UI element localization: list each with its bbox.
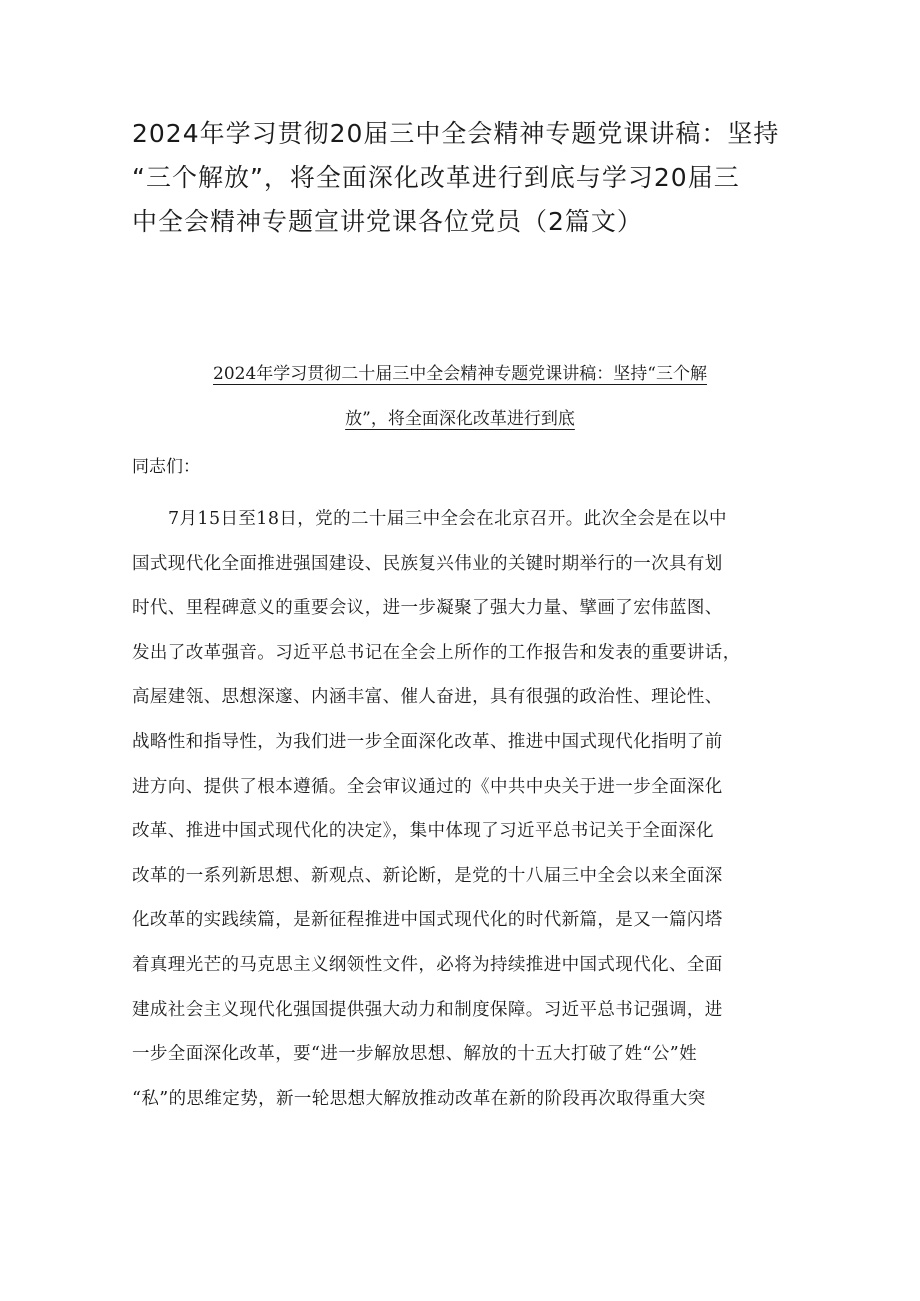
body-line: 高屋建瓴、思想深邃、内涵丰富、催人奋进，具有很强的政治性、理论性、 bbox=[132, 687, 723, 708]
body-line: 化改革的实践续篇，是新征程推进中国式现代化的时代新篇，是又一篇闪塔 bbox=[132, 910, 723, 931]
body-line: 建成社会主义现代化强国提供强大动力和制度保障。习近平总书记强调，进 bbox=[132, 999, 723, 1020]
body-line: 时代、里程碑意义的重要会议，进一步凝聚了强大力量、擘画了宏伟蓝图、 bbox=[132, 598, 723, 619]
body-line: 战略性和指导性，为我们进一步全面深化改革、推进中国式现代化指明了前 bbox=[132, 731, 723, 752]
main-title-line: 中全会精神专题宣讲党课各位党员（2篇文） bbox=[132, 207, 643, 236]
body-line: 一步全面深化改革，要“进一步解放思想、解放的十五大打破了姓“公”姓 bbox=[132, 1044, 698, 1065]
body-line: 进方向、提供了根本遵循。全会审议通过的《中共中央关于进一步全面深化 bbox=[132, 776, 723, 797]
body-line: 发出了改革强音。习近平总书记在全会上所作的工作报告和发表的重要讲话， bbox=[132, 642, 741, 663]
body-line: 着真理光芒的马克思主义纲领性文件，必将为持续推进中国式现代化、全面 bbox=[132, 954, 723, 975]
main-title-line: 2024年学习贯彻20届三中全会精神专题党课讲稿：坚持 bbox=[132, 119, 780, 148]
body-line: 国式现代化全面推进强国建设、民族复兴伟业的关键时期举行的一次具有划 bbox=[132, 553, 723, 574]
body-line: “私”的思维定势，新一轮思想大解放推动改革在新的阶段再次取得重大突 bbox=[132, 1088, 706, 1109]
section-title bbox=[130, 352, 790, 442]
salutation: 同志们： bbox=[132, 457, 200, 477]
section-title-line: 放”，将全面深化改革进行到底 bbox=[345, 409, 575, 429]
body-line: 改革的一系列新思想、新观点、新论断，是党的十八届三中全会以来全面深 bbox=[132, 865, 723, 886]
main-title-line: “三个解放”，将全面深化改革进行到底与学习20届三 bbox=[132, 163, 740, 192]
body-line: 7月15日至18日，党的二十届三中全会在北京召开。此次全会是在以中 bbox=[168, 509, 727, 529]
body-paragraph bbox=[132, 497, 812, 1121]
section-title-line: 2024年学习贯彻二十届三中全会精神专题党课讲稿：坚持“三个解 bbox=[213, 364, 707, 384]
body-line: 改革、推进中国式现代化的决定》，集中体现了习近平总书记关于全面深化 bbox=[132, 821, 714, 842]
main-title bbox=[132, 112, 792, 244]
